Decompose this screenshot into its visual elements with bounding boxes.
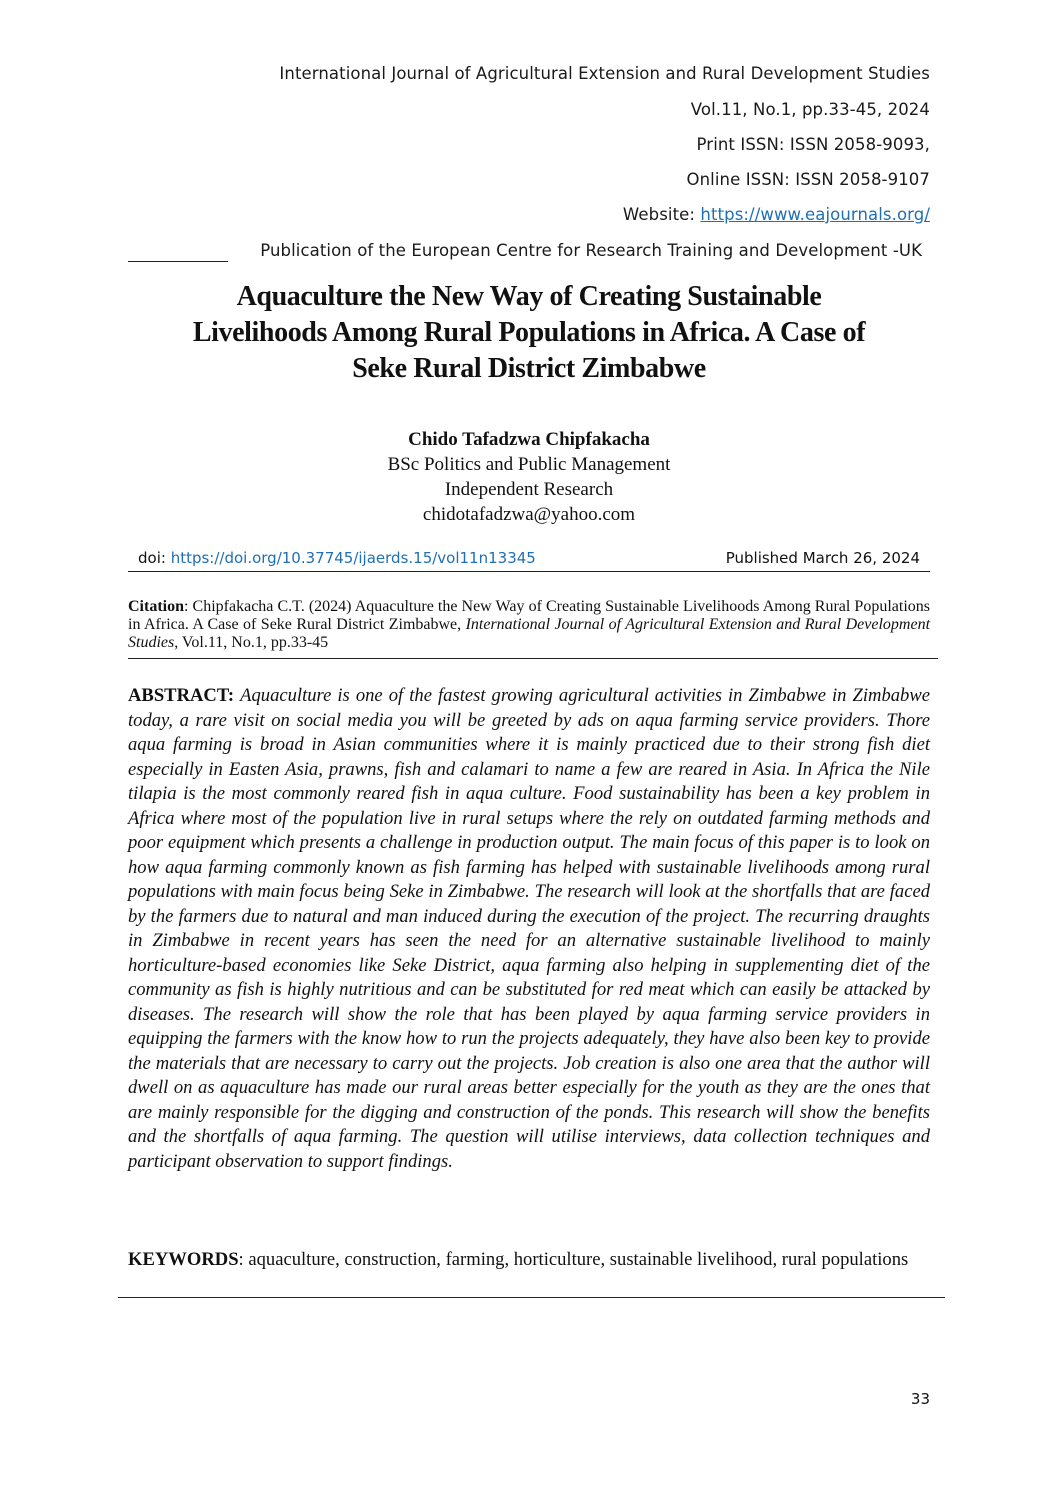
journal-name: International Journal of Agricultural Extension and Rural Development Studies xyxy=(279,64,930,83)
doi-label: doi: xyxy=(138,549,166,567)
doi-row xyxy=(138,549,920,567)
author-name: Chido Tafadzwa Chipfakacha xyxy=(408,429,650,450)
title-line: Livelihoods Among Rural Populations in Africa. A Case of xyxy=(192,317,866,348)
keywords-text: : aquaculture, construction, farming, horticulture, sustainable livelihood, rural populations xyxy=(238,1249,909,1270)
citation-journal: International Journal of Agricultural Extension and Rural Development Studies xyxy=(128,616,931,651)
citation xyxy=(128,598,930,652)
citation-rule xyxy=(128,658,938,659)
website-label: Website: xyxy=(622,205,696,224)
author-email[interactable]: chidotafadzwa@yahoo.com xyxy=(422,504,636,525)
publisher-line: Publication of the European Centre for Research Training and Development -UK xyxy=(260,241,922,260)
page-number: 33 xyxy=(910,1390,930,1408)
author-block xyxy=(128,427,930,527)
published-date: Published March 26, 2024 xyxy=(725,549,920,567)
keywords xyxy=(128,1248,930,1273)
citation-volume: , Vol.11, No.1, pp.33-45 xyxy=(174,634,329,651)
title-line: Aquaculture the New Way of Creating Sustainable xyxy=(236,281,822,312)
title-line: Seke Rural District Zimbabwe xyxy=(352,353,706,384)
abstract-label: ABSTRACT: xyxy=(128,685,235,706)
citation-text: : Chipfakacha C.T. (2024) Aquaculture the New Way of Creating Sustainable Livelihoods Among Rural Populations in Africa. A Case of Seke Rural District Zimbabwe, xyxy=(128,598,930,633)
keywords-rule xyxy=(118,1297,945,1298)
abstract xyxy=(128,684,930,1174)
author-degree: BSc Politics and Public Management xyxy=(387,454,671,475)
header-rule xyxy=(128,261,228,262)
website-line xyxy=(623,205,930,224)
doi-link[interactable]: https://doi.org/10.37745/ijaerds.15/vol11n13345 xyxy=(170,549,536,567)
volume-info: Vol.11, No.1, pp.33-45, 2024 xyxy=(690,100,930,119)
keywords-label: KEYWORDS xyxy=(128,1249,239,1270)
doi-rule xyxy=(128,571,930,572)
online-issn: Online ISSN: ISSN 2058-9107 xyxy=(686,170,930,189)
doi-line xyxy=(138,549,536,567)
author-affiliation: Independent Research xyxy=(444,479,614,500)
article-title xyxy=(128,279,930,387)
print-issn: Print ISSN: ISSN 2058-9093, xyxy=(696,135,930,154)
citation-label: Citation xyxy=(128,598,184,615)
abstract-text: Aquaculture is one of the fastest growing agricultural activities in Zimbabwe in Zimbabwe today, a rare visit on social media you will be greeted by ads on aqua farming service providers. Thore aqua farming is broad in Asian communities where it is mainly practiced due to their strong fish diet especially in Easten Asia, prawns, fish and calamari to name a few are reared in Asia. In Africa the Nile tilapia is the most commonly reared fish in aqua culture. Food sustainability has been a key problem in Africa where most of the population live in rural setups where the rely on outdated farming methods and poor equipment which presents a challenge in production output. The main focus of this paper is to look on how aqua farming commonly known as fish farming has helped with sustainable livelihoods among rural populations with main focus being Seke in Zimbabwe. The research will look at the shortfalls that are faced by the farmers due to natural and man induced during the execution of the project. The recurring draughts in Zimbabwe in recent years has seen the need for an alternative sustainable livelihood to mainly horticulture-based economies like Seke District, aqua farming also helping in supplementing diet of the community as fish is highly nutritious and can be substituted for red meat which can easily be attacked by diseases. The research will show the role that has been played by aqua farming service providers in equipping the farmers with the know how to run the projects adequately, they have also been key to provide the materials that are necessary to carry out the projects. Job creation is also one area that the author will dwell on as aquaculture has made our rural areas better especially for the youth as they are the ones that are mainly responsible for the digging and construction of the ponds. This research will show the benefits and the shortfalls of aqua farming. The question will utilise interviews, data collection techniques and participant observation to support findings. xyxy=(128,685,930,1172)
website-link[interactable]: https://www.eajournals.org/ xyxy=(700,205,930,224)
